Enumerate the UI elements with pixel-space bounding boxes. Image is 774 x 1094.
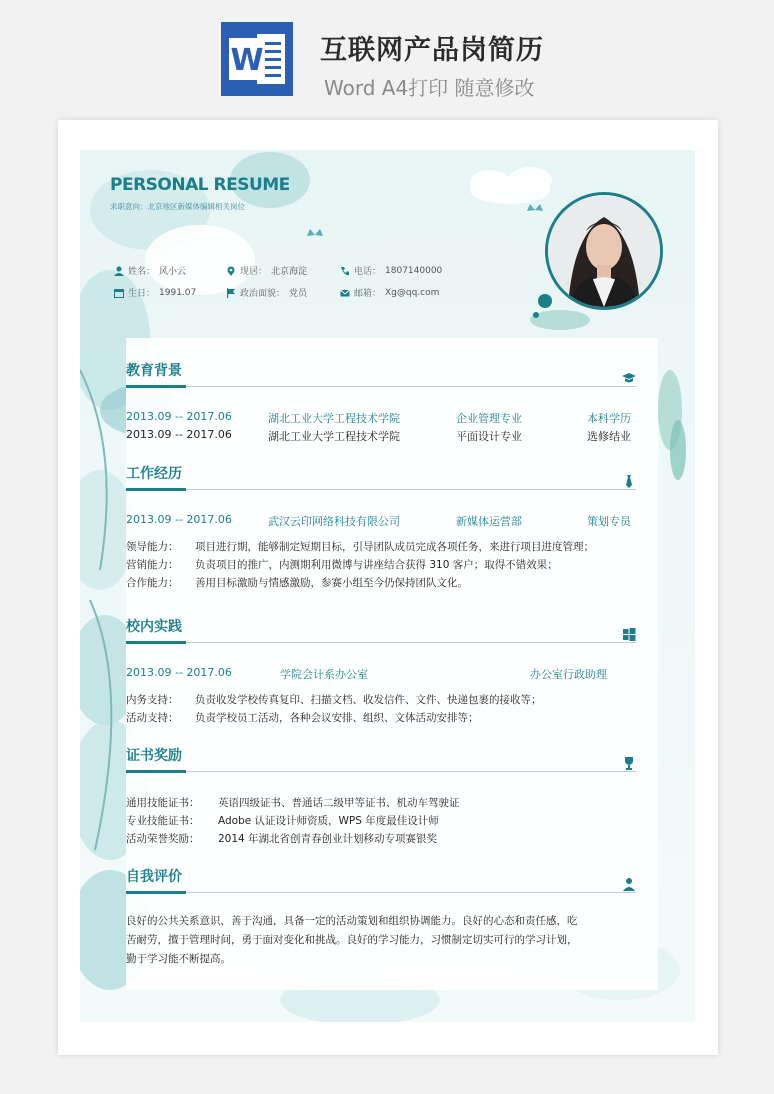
info-residence	[226, 264, 307, 277]
section-underline	[126, 770, 186, 773]
banner-subtitle: Word A4打印 随意修改	[324, 76, 535, 100]
trophy-icon	[622, 755, 636, 769]
birthday-label: 生日：	[128, 289, 156, 299]
cert-label: 专业技能证书：	[126, 815, 200, 827]
politics-value: 党员	[289, 289, 308, 299]
section-education	[126, 360, 636, 400]
self-line: 勤于学习能不断提高。	[126, 953, 231, 965]
self-line: 苦耐劳，擅于管理时间，勇于面对变化和挑战。良好的学习能力，习惯制定切实可行的学习计划，	[126, 934, 578, 946]
location-icon	[226, 266, 236, 276]
email-value: Xg@qq.com	[385, 287, 440, 298]
mail-icon	[340, 288, 350, 298]
cert-label: 通用技能证书：	[126, 797, 200, 809]
section-divider	[126, 489, 636, 490]
self-line: 良好的公共关系意识，善于沟通，具备一定的活动策划和组织协调能力。良好的心态和责任感，吃	[126, 915, 578, 927]
section-campus	[126, 616, 636, 656]
section-underline	[126, 641, 186, 644]
cert-label: 活动荣誉奖励：	[126, 833, 200, 845]
section-divider	[126, 386, 636, 387]
section-title: 校内实践	[126, 619, 182, 635]
edu-row-1-period: 2013.09 -- 2017.06	[126, 410, 232, 423]
section-title: 教育背景	[126, 363, 182, 379]
campus-role: 办公室行政助理	[530, 668, 607, 681]
tie-icon	[622, 473, 636, 487]
section-self	[126, 866, 636, 906]
work-period: 2013.09 -- 2017.06	[126, 513, 232, 526]
section-divider	[126, 771, 636, 772]
person-icon	[114, 266, 124, 276]
word-letter: W	[230, 43, 264, 78]
work-item-label: 营销能力：	[126, 559, 179, 571]
flag-icon	[226, 288, 236, 298]
section-certs	[126, 745, 636, 785]
decor-dot	[533, 312, 539, 318]
work-role: 策划专员	[587, 515, 631, 528]
name-value: 风小云	[159, 267, 187, 277]
work-dept: 新媒体运营部	[456, 515, 522, 528]
section-divider	[126, 892, 636, 893]
edu-row-2-period: 2013.09 -- 2017.06	[126, 428, 232, 441]
birthday-value: 1991.07	[159, 287, 197, 298]
section-title: 工作经历	[126, 466, 182, 482]
section-title: 证书奖励	[126, 748, 182, 764]
section-underline	[126, 891, 186, 894]
campus-item-text: 负责学校员工活动，各种会议安排、组织、文体活动安排等；	[195, 712, 479, 724]
campus-item-label: 内务支持：	[126, 694, 179, 706]
banner-title: 互联网产品岗简历	[320, 35, 544, 66]
info-name	[114, 264, 186, 277]
section-underline	[126, 488, 186, 491]
edu-row-1-degree: 本科学历	[587, 412, 631, 425]
work-item-label: 领导能力：	[126, 541, 179, 553]
work-item-label: 合作能力：	[126, 577, 179, 589]
section-divider	[126, 642, 636, 643]
edu-row-2-degree: 选修结业	[587, 430, 631, 443]
calendar-icon	[114, 288, 124, 298]
campus-period: 2013.09 -- 2017.06	[126, 666, 232, 679]
section-underline	[126, 385, 186, 388]
resume-header	[110, 175, 290, 212]
info-phone	[340, 264, 442, 277]
phone-label: 电话：	[354, 267, 382, 277]
info-birthday	[114, 286, 196, 299]
edu-row-2-major: 平面设计专业	[456, 430, 522, 443]
word-icon	[221, 22, 293, 96]
edu-row-1-school: 湖北工业大学工程技术学院	[268, 412, 400, 425]
campus-org: 学院会计系办公室	[280, 668, 368, 681]
phone-icon	[340, 266, 350, 276]
graduation-cap-icon	[622, 370, 636, 384]
cert-text: Adobe 认证设计师资质，WPS 年度最佳设计师	[218, 815, 439, 827]
email-label: 邮箱：	[354, 289, 382, 299]
cert-text: 英语四级证书、普通话二级甲等证书、机动车驾驶证	[218, 797, 460, 809]
residence-value: 北京海淀	[271, 267, 308, 277]
name-label: 姓名：	[128, 267, 156, 277]
phone-value: 1807140000	[385, 265, 443, 276]
edu-row-1-major: 企业管理专业	[456, 412, 522, 425]
work-item-text: 负责项目的推广，内测期利用微博与讲座结合获得 310 客户；取得不错效果；	[195, 559, 558, 571]
job-intent: 求职意向：北京地区新媒体编辑相关岗位	[110, 202, 245, 211]
user-icon	[622, 876, 636, 890]
top-banner	[0, 0, 774, 118]
avatar	[545, 192, 663, 310]
edu-row-2-school: 湖北工业大学工程技术学院	[268, 430, 400, 443]
info-politics	[226, 286, 307, 299]
section-title: 自我评价	[126, 869, 182, 885]
windows-icon	[622, 626, 636, 640]
work-item-text: 项目进行期，能够制定短期目标，引导团队成员完成各项任务，来进行项目进度管理；	[195, 541, 594, 553]
residence-label: 现居：	[240, 267, 268, 277]
politics-label: 政治面貌：	[240, 289, 286, 299]
resume-title: PERSONAL RESUME	[110, 175, 290, 195]
section-work	[126, 463, 636, 503]
self-evaluation-text	[126, 912, 626, 969]
work-company: 武汉云印网络科技有限公司	[268, 515, 400, 528]
campus-item-label: 活动支持：	[126, 712, 179, 724]
resume-page	[58, 120, 718, 1055]
decor-dot	[538, 294, 552, 308]
campus-item-text: 负责收发学校传真复印、扫描文档、收发信件、文件、快递包裹的接收等；	[195, 694, 542, 706]
work-item-text: 善用目标激励与情感激励，参赛小组至今仍保持团队文化。	[195, 577, 468, 589]
cert-text: 2014 年湖北省创青春创业计划移动专项赛银奖	[218, 833, 438, 845]
info-email	[340, 286, 439, 299]
